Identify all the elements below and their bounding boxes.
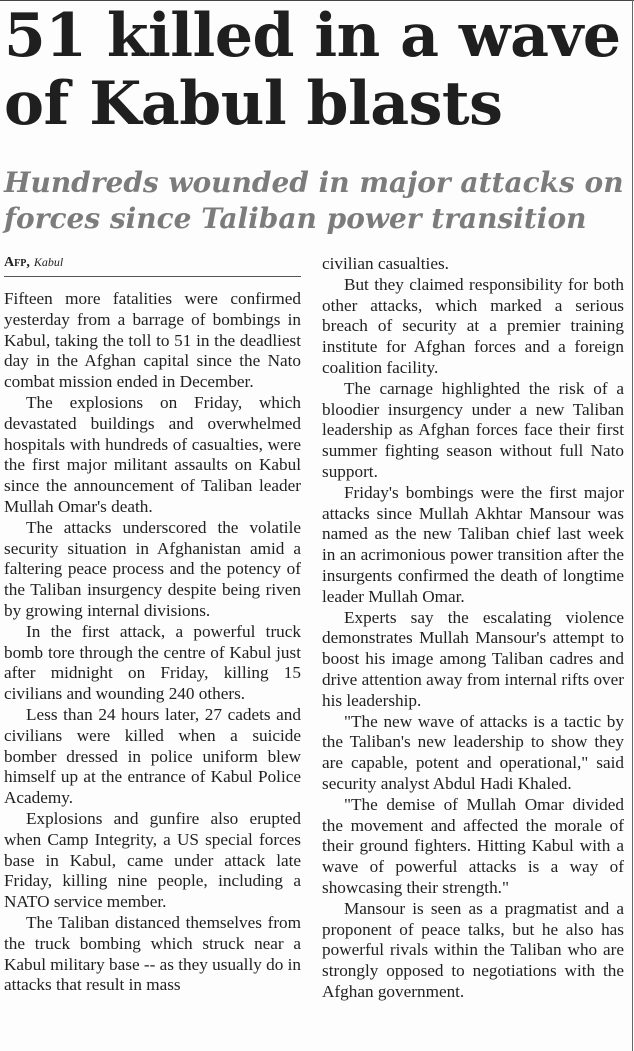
paragraph: The explosions on Friday, which devastated buildings and overwhelmed hospitals with hundreds of casualties, were the first major militant assaults on Kabul since the announcement of Taliban leader Mullah Omar's death.: [4, 392, 301, 516]
paragraph: Less than 24 hours later, 27 cadets and civilians were killed when a suicide bomber dressed in police uniform blew himself up at the entrance of Kabul Police Academy.: [4, 704, 301, 808]
right-rule: [632, 0, 633, 1051]
byline-place: Kabul: [33, 255, 64, 269]
paragraph: Fifteen more fatalities were confirmed yesterday from a barrage of bombings in Kabul, taking the toll to 51 in the deadliest day in the Afghan capital since the Nato combat mission ended in December.: [4, 289, 301, 392]
paragraph: The Taliban distanced themselves from the truck bombing which struck near a Kabul military base -- as they usually do in attacks that result in mass: [4, 912, 301, 995]
paragraph-continued: civilian casualties.: [322, 254, 449, 273]
paragraph: Friday's bombings were the first major attacks since Mullah Akhtar Mansour was named as the new Taliban chief last week in an acrimonious power transition after the insurgents confirmed the death of longtime leader Mullah Omar.: [322, 482, 624, 606]
byline-agency: Afp,: [4, 255, 30, 270]
paragraph: The carnage highlighted the risk of a bloodier insurgency under a new Taliban leadership as Afghan forces face their first summer fighting season without full Nato support.: [322, 378, 624, 481]
paragraph: Explosions and gunfire also erupted when Camp Integrity, a US special forces base in Kabul, came under attack late Friday, killing nine people, including a NATO service member.: [4, 808, 301, 912]
left-column: [4, 252, 301, 996]
subheadline: Hundreds wounded in major attacks on forces since Taliban power transition: [4, 166, 624, 235]
byline: [4, 252, 301, 277]
headline: 51 killed in a wave of Kabul blasts: [4, 1, 621, 139]
paragraph: In the first attack, a powerful truck bomb tore through the centre of Kabul just after midnight on Friday, killing 15 civilians and wounding 240 others.: [4, 621, 301, 704]
paragraph: Experts say the escalating violence demonstrates Mullah Mansour's attempt to boost his image among Taliban cadres and drive attention away from internal rifts over his leadership.: [322, 607, 624, 710]
paragraph: "The demise of Mullah Omar divided the movement and affected the morale of their ground fighters. Hitting Kabul with a wave of powerful attacks is a way of showcasing their strength.": [322, 794, 624, 897]
paragraph: The attacks underscored the volatile security situation in Afghanistan amid a faltering peace process and the potency of the Taliban insurgency despite being riven by growing internal divisions.: [4, 517, 301, 620]
paragraph: Mansour is seen as a pragmatist and a proponent of peace talks, but he also has powerful rivals within the Taliban who are strongly opposed to negotiations with the Afghan government.: [322, 898, 624, 1001]
paragraph: But they claimed responsibility for both other attacks, which marked a serious breach of security at a premier training institute for Afghan forces and a foreign coalition facility.: [322, 274, 624, 377]
right-column: [322, 254, 624, 1003]
paragraph: "The new wave of attacks is a tactic by the Taliban's new leadership to show they are capable, potent and operational," said security analyst Abdul Hadi Khaled.: [322, 711, 624, 793]
